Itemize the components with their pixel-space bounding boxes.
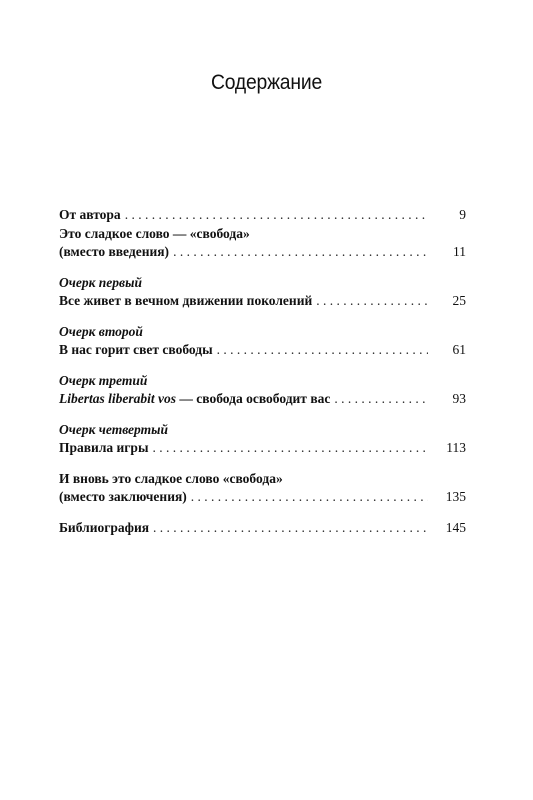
toc-page-number: 9 [459,207,466,222]
toc-entry-from-author[interactable] [59,206,466,225]
toc-section-essay-4 [59,421,466,458]
dot-leader [191,488,428,507]
toc-section-essay-1 [59,274,466,311]
dot-leader [217,341,428,360]
toc-entry-essay-3[interactable] [59,390,466,409]
toc-entry-text: Правила игры [59,440,149,455]
dot-leader [334,390,428,409]
toc-entry-text: Все живет в вечном движении поколений [59,293,313,308]
toc-entry-text: (вместо введения) [59,244,170,259]
toc-entry-text [59,390,330,409]
dot-leader [153,519,428,538]
toc-entry-conclusion[interactable] [59,488,466,507]
toc-entry-text: В нас горит свет свободы [59,342,213,357]
toc-page-number: 11 [453,244,466,259]
toc-section-essay-3 [59,372,466,409]
toc-entry-bibliography[interactable] [59,519,466,538]
dot-leader [173,243,428,262]
toc-section-conclusion [59,470,466,507]
toc-section-heading: Очерк второй [59,323,143,339]
toc-page-number: 113 [446,440,466,455]
toc-page-number: 61 [452,342,466,357]
toc-page-number: 135 [445,489,466,504]
toc-page-number: 93 [452,391,466,406]
toc-entry-essay-4[interactable] [59,439,466,458]
toc-section-heading: Очерк первый [59,274,142,290]
dot-leader [152,439,428,458]
toc-entry-title-line: И вновь это сладкое слово «свобода» [59,470,283,486]
page-title: Содержание [210,71,323,94]
dot-leader [316,292,428,311]
toc-entry-text: От автора [59,207,121,222]
toc-section-heading: Очерк четвертый [59,421,169,437]
toc-page-number: 25 [452,293,466,308]
toc-entry-essay-2[interactable] [59,341,466,360]
toc-entry-introduction[interactable] [59,243,466,262]
toc-entry-title-line: Это сладкое слово — «свобода» [59,225,250,241]
dot-leader [125,206,428,225]
toc-section-bibliography [59,519,466,538]
toc-entry-text: Библиография [59,519,150,535]
toc-entry-latin-text: Libertas liberabit vos [59,391,176,406]
toc-entry-text: (вместо заключения) [59,489,187,504]
toc-section-heading: Очерк третий [59,372,148,388]
toc-section-intro [59,206,466,262]
table-of-contents [59,206,466,549]
toc-entry-text-rest: — свобода освободит вас [176,391,331,406]
toc-page-number: 145 [445,519,466,535]
toc-entry-essay-1[interactable] [59,292,466,311]
toc-section-essay-2 [59,323,466,360]
